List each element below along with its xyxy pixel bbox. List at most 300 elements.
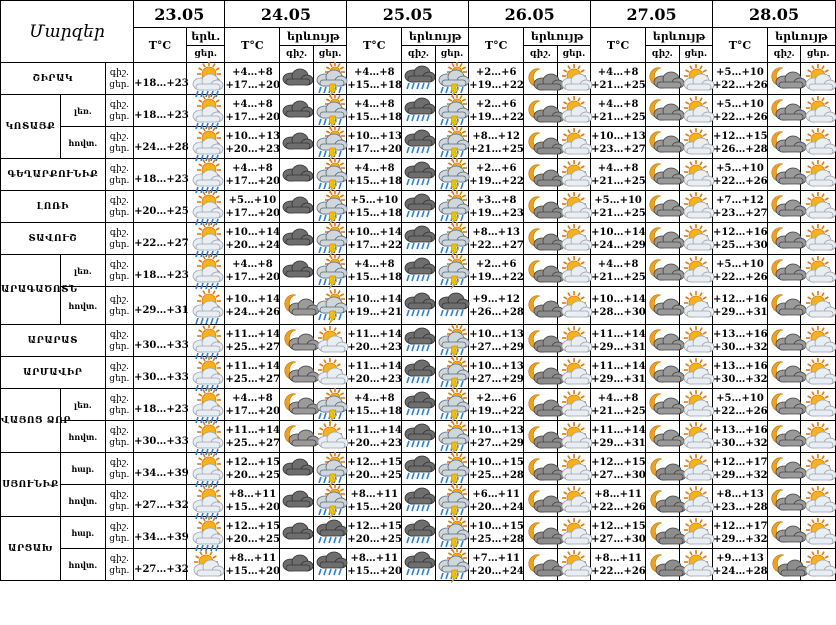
rain-cloud-icon	[436, 291, 469, 321]
day-temp: +22…+26	[713, 405, 768, 417]
temp-cell	[347, 485, 402, 517]
subregion-label: հովտ.	[60, 127, 105, 159]
day-temp: +18…+23	[134, 78, 189, 89]
weather-icon-cell	[313, 63, 347, 95]
night-temp: +4…+8	[232, 162, 273, 174]
weather-icon-cell	[679, 549, 713, 581]
temp-cell	[713, 95, 768, 127]
weather-icon-cell	[801, 357, 836, 389]
night-temp: +11…+14	[347, 424, 402, 436]
night-temp: +2…+6	[475, 66, 517, 78]
night-label: գիշ.	[109, 425, 129, 436]
sun-cloud-icon	[680, 256, 713, 286]
sun-cloud-icon	[680, 390, 713, 420]
temp-cell	[469, 421, 524, 453]
sun-cloud-icon	[558, 96, 591, 126]
table-row	[1, 485, 836, 517]
sun-cloud-icon	[314, 422, 347, 452]
moon-cloud-icon	[646, 390, 679, 420]
night-label: գիշ.	[109, 489, 129, 500]
weather-icon-cell	[313, 421, 347, 453]
weather-icon-cell	[186, 421, 225, 453]
weather-icon-cell	[801, 389, 836, 421]
weather-icon-cell	[186, 549, 225, 581]
temp-cell	[591, 421, 646, 453]
day-temp: +25…+28	[469, 469, 524, 481]
sun-cloud-icon	[801, 326, 835, 356]
night-temp: +12…+15	[225, 520, 281, 532]
sun-cloud-icon	[680, 291, 713, 321]
night-label: գիշ.	[109, 329, 129, 340]
weather-icon-cell	[557, 191, 591, 223]
day-temp: +22…+26	[713, 79, 768, 91]
day-temp: +30…+32	[713, 341, 768, 353]
region-name: ԳԵՂԱՐՔՈՒՆԻՔ	[1, 159, 106, 191]
weather-icon-cell	[679, 421, 713, 453]
weather-icon-cell	[646, 255, 680, 287]
day-temp: +24…+28	[713, 565, 768, 577]
weather-icon-cell	[801, 159, 836, 191]
night-temp: +5…+10	[716, 66, 764, 78]
day-temp: +22…+26	[713, 271, 768, 283]
weather-icon-cell	[557, 95, 591, 127]
weather-icon-cell	[557, 63, 591, 95]
night-temp: +5…+10	[228, 194, 277, 206]
rain-cloud-icon	[402, 96, 435, 126]
table-row	[1, 127, 836, 159]
night-temp: +4…+8	[353, 66, 395, 78]
weather-icon-cell	[801, 63, 836, 95]
sun-cloud-icon	[801, 390, 835, 420]
phenomenon-header: երևույթ	[767, 28, 835, 46]
weather-icon-cell	[767, 389, 801, 421]
weather-icon-cell	[435, 325, 469, 357]
sun-cloud-icon	[801, 64, 835, 94]
day-temp: +29…+31	[591, 437, 646, 449]
day-temp: +21…+25	[591, 271, 646, 283]
day-temp: +27…+29	[469, 341, 524, 353]
weather-icon-cell	[313, 159, 347, 191]
time-of-day	[105, 255, 133, 287]
weather-icon-cell	[557, 453, 591, 485]
moon-icon	[646, 454, 679, 484]
temp-cell	[225, 95, 280, 127]
region-name: ԱՐՄԱՎԻՐ	[1, 357, 106, 389]
sun-cloud-icon	[558, 454, 591, 484]
weather-icon-cell	[646, 325, 680, 357]
day-temp: +15…+18	[347, 207, 402, 219]
moon-icon	[524, 390, 557, 420]
moon-cloud-icon	[768, 358, 801, 388]
day-temp: +17…+20	[225, 79, 281, 91]
day-label: ցեր.	[109, 469, 130, 480]
day-label: ցեր.	[109, 175, 130, 186]
weather-icon-cell	[186, 63, 225, 95]
thunder-rain-icon	[436, 256, 469, 286]
weather-icon-cell	[801, 223, 836, 255]
table-row	[1, 421, 836, 453]
cloud-night-icon	[280, 128, 313, 158]
day-temp: +25…+27	[225, 437, 281, 449]
temp-header: T°C	[225, 28, 280, 63]
time-of-day	[105, 191, 133, 223]
temp-cell	[591, 63, 646, 95]
weather-icon-cell	[435, 191, 469, 223]
weather-icon-cell	[435, 63, 469, 95]
day-label: ցեր.	[109, 239, 130, 250]
sun-cloud-icon	[801, 192, 835, 222]
moon-cloud-icon	[280, 358, 313, 388]
moon-cloud-icon	[768, 64, 801, 94]
weather-icon-cell	[767, 191, 801, 223]
night-temp: +7…+12	[716, 194, 764, 206]
moon-cloud-icon	[768, 518, 801, 548]
subregion-label: հար.	[60, 453, 105, 485]
table-row	[1, 223, 836, 255]
rain-cloud-icon	[402, 518, 435, 548]
sun-cloud-icon	[558, 160, 591, 190]
temp-cell	[134, 287, 187, 325]
night-header: գիշ.	[767, 46, 801, 63]
thunder-rain-icon	[314, 256, 347, 286]
night-temp: +4…+8	[232, 392, 273, 404]
day-label: ցեր.	[109, 405, 130, 416]
rain-cloud-icon	[402, 128, 435, 158]
sun-cloud-icon	[558, 358, 591, 388]
date-header: 28.05	[713, 1, 836, 28]
day-label: ցեր.	[109, 207, 130, 218]
night-temp: +10…+13	[469, 424, 524, 436]
weather-icon-cell	[679, 63, 713, 95]
sun-rain-cloud-icon	[187, 518, 225, 548]
night-temp: +10…+14	[225, 226, 281, 238]
temp-cell	[469, 95, 524, 127]
weather-icon-cell	[801, 287, 836, 325]
temp-cell	[713, 357, 768, 389]
moon-cloud-icon	[646, 96, 679, 126]
day-temp: +25…+27	[225, 373, 281, 385]
night-temp: +13…+16	[713, 360, 768, 372]
temp-cell	[347, 549, 402, 581]
sun-cloud-icon	[680, 326, 713, 356]
moon-cloud-icon	[646, 64, 679, 94]
temp-cell	[134, 421, 187, 453]
temp-cell	[347, 389, 402, 421]
rain-cloud-icon	[402, 358, 435, 388]
temp-cell	[134, 255, 187, 287]
day-header: ցեր.	[801, 46, 836, 63]
sun-cloud-icon	[680, 422, 713, 452]
weather-icon-cell	[767, 127, 801, 159]
night-temp: +5…+10	[350, 194, 399, 206]
sun-cloud-icon	[801, 486, 835, 516]
night-temp: +6…+11	[472, 488, 520, 500]
moon-icon	[524, 128, 557, 158]
night-temp: +10…+14	[347, 293, 402, 305]
sun-cloud-icon	[801, 128, 835, 158]
temp-cell	[225, 223, 280, 255]
subregion-label: հովտ.	[60, 549, 105, 581]
thunder-rain-icon	[436, 128, 469, 158]
temp-cell	[134, 95, 187, 127]
temp-header: T°C	[347, 28, 402, 63]
night-temp: +2…+6	[475, 162, 517, 174]
temp-cell	[134, 549, 187, 581]
day-label: ցեր.	[109, 111, 130, 122]
day-temp: +20…+25	[347, 469, 402, 481]
temp-cell	[134, 485, 187, 517]
weather-icon-cell	[679, 517, 713, 549]
day-temp: +17…+20	[347, 143, 402, 155]
temp-cell	[469, 357, 524, 389]
weather-icon-cell	[767, 287, 801, 325]
moon-icon	[524, 358, 557, 388]
table-row	[1, 159, 836, 191]
weather-icon-cell	[801, 127, 836, 159]
night-temp: +10…+15	[469, 456, 524, 468]
night-temp: +2…+6	[475, 392, 517, 404]
day-temp: +17…+20	[225, 175, 281, 187]
sun-cloud-icon	[558, 326, 591, 356]
sun-rain-cloud-icon	[187, 454, 225, 484]
temp-cell	[591, 549, 646, 581]
weather-icon-cell	[435, 159, 469, 191]
weather-icon-cell	[186, 255, 225, 287]
temp-cell	[225, 389, 280, 421]
weather-icon-cell	[801, 191, 836, 223]
weather-icon-cell	[646, 127, 680, 159]
night-temp: +12…+15	[347, 520, 402, 532]
rain-cloud-icon	[402, 390, 435, 420]
sun-cloud-icon	[558, 422, 591, 452]
subregion-label: հար.	[60, 517, 105, 549]
weather-icon-cell	[679, 223, 713, 255]
date-header: 27.05	[591, 1, 713, 28]
day-temp: +18…+23	[134, 174, 189, 185]
night-temp: +10…+13	[591, 130, 646, 142]
day-temp: +26…+28	[469, 306, 524, 318]
sun-cloud-icon	[558, 486, 591, 516]
temp-cell	[469, 191, 524, 223]
temp-cell	[225, 191, 280, 223]
weather-icon-cell	[402, 389, 436, 421]
thunder-rain-icon	[436, 422, 469, 452]
sun-rain-cloud-icon	[187, 128, 225, 158]
weather-icon-cell	[524, 485, 558, 517]
weather-icon-cell	[280, 485, 314, 517]
day-temp: +24…+29	[591, 239, 646, 251]
day-temp: +15…+20	[347, 501, 402, 513]
day-temp: +19…+22	[469, 79, 524, 91]
day-temp: +17…+20	[225, 207, 281, 219]
temp-cell	[469, 485, 524, 517]
moon-cloud-icon	[768, 160, 801, 190]
day-temp: +22…+27	[469, 239, 524, 251]
weather-icon-cell	[186, 287, 225, 325]
weather-icon-cell	[280, 191, 314, 223]
phenomenon-header: երևույթ	[646, 28, 713, 46]
moon-cloud-icon	[768, 224, 801, 254]
night-temp: +4…+8	[353, 162, 395, 174]
table-row	[1, 287, 836, 325]
day-temp: +15…+20	[347, 565, 402, 577]
sun-cloud-icon	[558, 128, 591, 158]
temp-cell	[591, 389, 646, 421]
weather-icon-cell	[524, 63, 558, 95]
weather-icon-cell	[646, 453, 680, 485]
weather-icon-cell	[646, 485, 680, 517]
weather-icon-cell	[646, 357, 680, 389]
weather-icon-cell	[524, 191, 558, 223]
temp-cell	[713, 223, 768, 255]
rain-cloud-icon	[402, 550, 435, 580]
sun-rain-cloud-icon	[187, 486, 225, 516]
day-temp: +21…+25	[591, 111, 646, 123]
sun-cloud-icon	[314, 358, 347, 388]
weather-icon-cell	[435, 517, 469, 549]
time-of-day	[105, 159, 133, 191]
weather-icon-cell	[186, 159, 225, 191]
time-of-day	[105, 485, 133, 517]
temp-cell	[591, 517, 646, 549]
temp-cell	[713, 485, 768, 517]
date-header: 26.05	[469, 1, 591, 28]
phenomenon-header: երևույթ	[524, 28, 591, 46]
temp-cell	[713, 421, 768, 453]
sun-rain-cloud-icon	[187, 390, 225, 420]
temp-cell	[591, 485, 646, 517]
table-row	[1, 191, 836, 223]
day-temp: +27…+29	[469, 373, 524, 385]
moon-cloud-icon	[768, 256, 801, 286]
night-temp: +5…+10	[716, 98, 764, 110]
table-row	[1, 549, 836, 581]
table-row	[1, 389, 836, 421]
day-temp: +30…+33	[134, 436, 189, 447]
weather-icon-cell	[402, 421, 436, 453]
moon-icon	[524, 96, 557, 126]
night-label: գիշ.	[109, 393, 129, 404]
sun-cloud-icon	[558, 256, 591, 286]
weather-icon-cell	[557, 287, 591, 325]
sun-cloud-icon	[558, 224, 591, 254]
temp-cell	[347, 453, 402, 485]
night-temp: +5…+10	[716, 162, 764, 174]
night-temp: +12…+15	[591, 520, 646, 532]
day-temp: +15…+18	[347, 271, 402, 283]
moon-cloud-icon	[646, 291, 679, 321]
day-temp: +15…+18	[347, 111, 402, 123]
rain-cloud-icon	[402, 291, 435, 321]
moon-icon	[524, 550, 557, 580]
sun-cloud-icon	[314, 326, 347, 356]
day-temp: +27…+32	[134, 500, 189, 511]
night-temp: +12…+15	[225, 456, 281, 468]
temp-cell	[347, 325, 402, 357]
night-temp: +5…+10	[716, 392, 764, 404]
sun-cloud-icon	[558, 192, 591, 222]
thunder-rain-icon	[314, 64, 347, 94]
weather-icon-cell	[280, 389, 314, 421]
weather-icon-cell	[801, 255, 836, 287]
cloud-night-icon	[280, 64, 313, 94]
night-temp: +10…+14	[225, 293, 281, 305]
weather-icon-cell	[280, 453, 314, 485]
moon-icon	[524, 160, 557, 190]
day-temp: +30…+32	[713, 437, 768, 449]
night-header: գիշ.	[646, 46, 680, 63]
night-temp: +10…+14	[591, 293, 646, 305]
day-label: ցեր.	[109, 271, 130, 282]
weather-icon-cell	[186, 223, 225, 255]
rain-cloud-icon	[402, 486, 435, 516]
cloud-night-icon	[280, 256, 313, 286]
day-temp: +19…+22	[469, 271, 524, 283]
time-of-day	[105, 357, 133, 389]
night-temp: +11…+14	[225, 360, 281, 372]
day-temp: +24…+28	[134, 142, 189, 153]
table-row	[1, 325, 836, 357]
night-temp: +8…+11	[228, 488, 277, 500]
temp-cell	[347, 357, 402, 389]
weather-icon-cell	[186, 517, 225, 549]
sun-cloud-icon	[680, 128, 713, 158]
weather-icon-cell	[767, 159, 801, 191]
day-temp: +29…+31	[591, 341, 646, 353]
sun-cloud-icon	[558, 518, 591, 548]
table-row	[1, 357, 836, 389]
moon-icon	[524, 454, 557, 484]
day-temp: +17…+20	[225, 111, 281, 123]
thunder-rain-icon	[436, 486, 469, 516]
weather-icon-cell	[524, 421, 558, 453]
rain-cloud-icon	[402, 422, 435, 452]
date-header: 23.05	[134, 1, 225, 28]
temp-cell	[225, 517, 280, 549]
sun-cloud-icon	[680, 192, 713, 222]
thunder-rain-icon	[436, 454, 469, 484]
night-temp: +10…+13	[347, 130, 402, 142]
temp-cell	[713, 549, 768, 581]
cloud-night-icon	[280, 224, 313, 254]
weather-icon-cell	[646, 223, 680, 255]
night-temp: +10…+13	[469, 328, 524, 340]
temp-cell	[225, 549, 280, 581]
thunder-rain-icon	[436, 192, 469, 222]
weather-icon-cell	[435, 549, 469, 581]
cloud-night-icon	[280, 160, 313, 190]
rain-cloud-icon	[402, 454, 435, 484]
night-header: գիշ.	[524, 46, 558, 63]
table-row	[1, 95, 836, 127]
sun-cloud-icon	[801, 291, 835, 321]
thunder-rain-icon	[314, 192, 347, 222]
sun-cloud-icon	[801, 550, 835, 580]
thunder-rain-icon	[436, 64, 469, 94]
thunder-rain-icon	[436, 550, 469, 580]
weather-icon-cell	[646, 95, 680, 127]
night-header: գիշ.	[402, 46, 436, 63]
day-header: ցեր.	[679, 46, 713, 63]
weather-icon-cell	[801, 421, 836, 453]
weather-icon-cell	[435, 389, 469, 421]
night-label: գիշ.	[109, 227, 129, 238]
temp-cell	[713, 255, 768, 287]
cloud-night-icon	[280, 454, 313, 484]
rain-cloud-icon	[402, 64, 435, 94]
night-temp: +4…+8	[232, 66, 273, 78]
night-label: գիշ.	[109, 457, 129, 468]
